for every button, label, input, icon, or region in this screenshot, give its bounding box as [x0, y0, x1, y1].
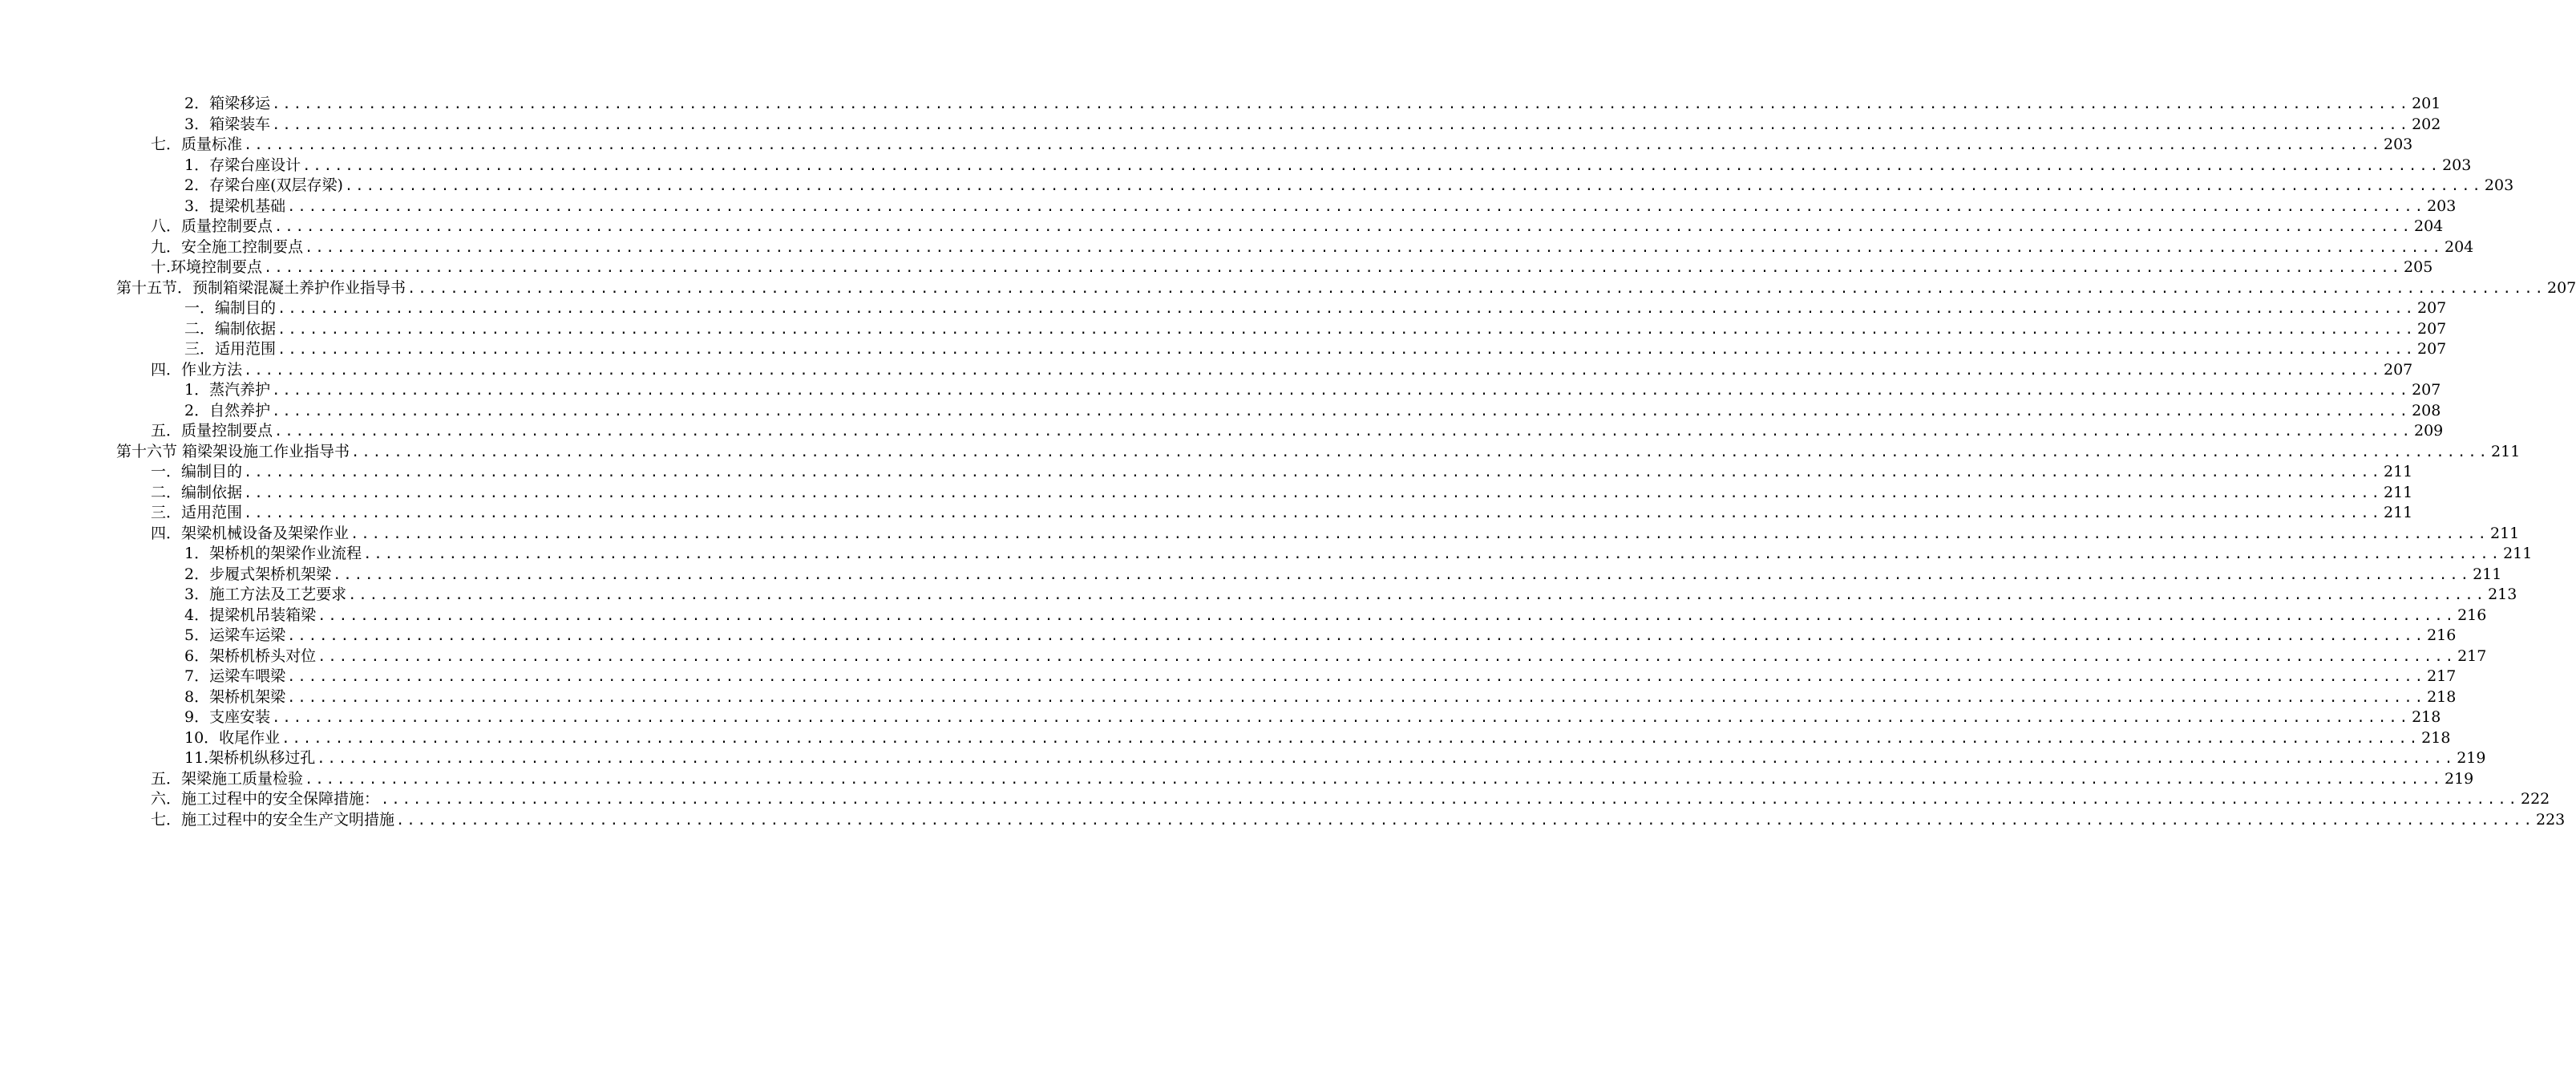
toc-page-number: 219	[2445, 769, 2474, 788]
toc-page-number: 216	[2457, 606, 2487, 624]
toc-row	[0, 748, 2486, 769]
toc-page-number: 201	[2412, 95, 2441, 112]
toc-entry-link[interactable]	[184, 401, 2441, 423]
toc-row	[0, 156, 2472, 176]
toc-page-number: 218	[2427, 687, 2457, 706]
toc-entry-link[interactable]	[184, 646, 2487, 668]
toc-entry-title: 2．步履式架桥机架梁	[184, 565, 332, 583]
toc-dot-leader: ........................................................................................................................................................................................................	[244, 505, 2382, 521]
toc-entry-link[interactable]	[151, 421, 2444, 443]
toc-dot-leader: ........................................................................................................................................................................................................	[244, 484, 2382, 501]
toc-entry-title: 2．自然养护	[184, 401, 271, 419]
toc-page-number: 203	[2427, 197, 2457, 215]
toc-row	[0, 585, 2517, 606]
toc-row	[0, 339, 2447, 360]
toc-dot-leader: ........................................................................................................................................................................................................	[272, 710, 2411, 726]
toc-dot-leader: ........................................................................................................................................................................................................	[317, 607, 2457, 624]
toc-row	[0, 483, 2413, 504]
toc-dot-leader: ........................................................................................................................................................................................................	[305, 239, 2443, 256]
toc-page-number: 222	[2521, 790, 2550, 808]
toc-row	[0, 687, 2457, 708]
toc-entry-link[interactable]	[151, 257, 2433, 279]
toc-entry-link[interactable]	[151, 524, 2520, 545]
toc-dot-leader: ........................................................................................................................................................................................................	[272, 116, 2411, 133]
toc-page-number: 205	[2404, 258, 2433, 276]
toc-page-number: 223	[2536, 810, 2566, 829]
toc-row	[0, 769, 2474, 790]
toc-dot-leader: ........................................................................................................................................................................................................	[287, 198, 2426, 215]
toc-entry-link[interactable]	[184, 380, 2441, 402]
toc-entry-title: 2．存梁台座(双层存梁)	[184, 176, 343, 194]
toc-row	[0, 319, 2447, 340]
toc-entry-title: 3．提梁机基础	[184, 197, 286, 215]
toc-dot-leader: ........................................................................................................................................................................................................	[305, 771, 2443, 788]
toc-entry-link[interactable]	[184, 298, 2447, 320]
toc-entry-title: 五．质量控制要点	[151, 422, 273, 440]
toc-entry-link[interactable]	[184, 176, 2514, 197]
toc-entry-link[interactable]	[184, 565, 2502, 586]
toc-entry-title: 二．编制依据	[151, 483, 243, 501]
toc-page-number: 218	[2412, 708, 2441, 726]
toc-entry-title: 二．编制依据	[184, 319, 277, 338]
toc-entry-title: 1．架桥机的架梁作业流程	[184, 545, 362, 562]
toc-page-number: 203	[2442, 156, 2472, 174]
toc-row	[0, 646, 2487, 667]
toc-entry-title: 8．架桥机架梁	[184, 687, 286, 706]
toc-dot-leader: ........................................................................................................................................................................................................	[350, 525, 2489, 542]
toc-row	[0, 789, 2550, 810]
toc-dot-leader: ........................................................................................................................................................................................................	[244, 464, 2382, 480]
toc-entry-link[interactable]	[184, 156, 2472, 177]
toc-entry-link[interactable]	[151, 810, 2566, 832]
toc-row	[0, 421, 2444, 442]
toc-row	[0, 278, 2576, 299]
toc-entry-link[interactable]	[151, 789, 2550, 811]
toc-dot-leader: ........................................................................................................................................................................................................	[281, 730, 2420, 747]
toc-entry-link[interactable]	[151, 217, 2444, 238]
toc-dot-leader: ........................................................................................................................................................................................................	[264, 260, 2403, 276]
toc-entry-title: 11.架桥机纵移过孔	[184, 749, 316, 767]
toc-page-number: 211	[2384, 483, 2413, 501]
toc-entry-link[interactable]	[116, 278, 2576, 300]
toc-entry-title: 9．支座安装	[184, 708, 271, 726]
toc-entry-title: 3．箱梁装车	[184, 115, 271, 133]
toc-row	[0, 380, 2441, 401]
toc-dot-leader: ........................................................................................................................................................................................................	[317, 751, 2456, 767]
toc-page-number: 207	[2417, 340, 2447, 358]
toc-dot-leader: ........................................................................................................................................................................................................	[344, 178, 2483, 194]
toc-row	[0, 503, 2413, 524]
toc-entry-link[interactable]	[151, 135, 2413, 156]
toc-dot-leader: ........................................................................................................................................................................................................	[287, 689, 2426, 706]
toc-entry-title: 十.环境控制要点	[151, 258, 263, 276]
toc-page-number: 203	[2384, 136, 2413, 153]
toc-page-number: 204	[2445, 237, 2474, 256]
toc-dot-leader: ........................................................................................................................................................................................................	[351, 444, 2490, 460]
toc-entry-link[interactable]	[116, 442, 2521, 464]
toc-entry-link[interactable]	[184, 687, 2457, 709]
toc-row	[0, 728, 2451, 749]
toc-dot-leader: ........................................................................................................................................................................................................	[302, 157, 2441, 174]
toc-row	[0, 257, 2433, 278]
toc-entry-title: 三．适用范围	[151, 504, 243, 521]
toc-page-number: 203	[2484, 176, 2514, 194]
toc-dot-leader: ........................................................................................................................................................................................................	[272, 403, 2411, 419]
toc-row	[0, 197, 2457, 217]
toc-entry-title: 三．适用范围	[184, 340, 277, 358]
toc-page-number: 211	[2490, 524, 2520, 542]
toc-entry-title: 一．编制目的	[151, 463, 243, 480]
toc-entry-link[interactable]	[151, 360, 2413, 382]
toc-page-number: 213	[2488, 586, 2517, 603]
toc-row	[0, 544, 2533, 565]
toc-entry-title: 七．质量标准	[151, 136, 243, 153]
toc-entry-title: 四．架梁机械设备及架梁作业	[151, 524, 350, 542]
toc-row	[0, 176, 2514, 197]
toc-entry-link[interactable]	[184, 707, 2441, 729]
toc-row	[0, 115, 2441, 136]
toc-dot-leader: ........................................................................................................................................................................................................	[363, 546, 2502, 562]
toc-entry-link[interactable]	[151, 462, 2413, 484]
toc-page-number: 217	[2427, 667, 2457, 685]
toc-row	[0, 667, 2457, 687]
toc-dot-leader: ........................................................................................................................................................................................................	[287, 669, 2426, 685]
toc-entry-link[interactable]	[184, 197, 2457, 218]
toc-entry-link[interactable]	[184, 94, 2441, 116]
toc-dot-leader: ........................................................................................................................................................................................................	[272, 383, 2411, 399]
toc-page-number: 209	[2414, 422, 2444, 440]
toc-entry-link[interactable]	[184, 667, 2457, 688]
toc-dot-leader: ........................................................................................................................................................................................................	[272, 96, 2411, 112]
toc-row	[0, 94, 2441, 115]
toc-page-number: 218	[2421, 728, 2451, 747]
toc-dot-leader: ........................................................................................................................................................................................................	[287, 628, 2426, 644]
toc-dot-leader: ........................................................................................................................................................................................................	[244, 362, 2382, 379]
toc-dot-leader: ........................................................................................................................................................................................................	[396, 812, 2534, 829]
toc-page-number: 207	[2384, 360, 2413, 379]
toc-row	[0, 462, 2413, 483]
toc-dot-leader: ........................................................................................................................................................................................................	[348, 587, 2487, 603]
toc-entry-link[interactable]	[151, 503, 2413, 525]
toc-dot-leader: ........................................................................................................................................................................................................	[274, 219, 2412, 235]
toc-row	[0, 135, 2413, 156]
toc-page-number: 211	[2473, 565, 2502, 583]
toc-entry-title: 七．施工过程中的安全生产文明措施	[151, 810, 395, 829]
toc-entry-title: 10．收尾作业	[184, 728, 281, 747]
toc-dot-leader: ........................................................................................................................................................................................................	[277, 301, 2416, 317]
toc-entry-title: 3．施工方法及工艺要求	[184, 586, 347, 603]
toc-page-number: 204	[2414, 217, 2444, 235]
toc-entry-link[interactable]	[184, 544, 2533, 565]
toc-entry-title: 六．施工过程中的安全保障措施：	[151, 790, 380, 808]
toc-page-number: 211	[2491, 442, 2521, 460]
toc-page-number: 217	[2457, 646, 2487, 665]
toc-row	[0, 442, 2521, 463]
toc-page-number: 208	[2412, 401, 2441, 419]
toc-dot-leader: ........................................................................................................................................................................................................	[244, 137, 2382, 153]
toc-entry-title: 5．运梁车运梁	[184, 626, 286, 644]
toc-entry-title: 四．作业方法	[151, 360, 243, 379]
toc-row	[0, 401, 2441, 422]
toc-page-number: 211	[2384, 504, 2413, 521]
toc-page-number: 207	[2547, 278, 2576, 297]
toc-page-number: 216	[2427, 626, 2457, 644]
toc-entry-title: 1．存梁台座设计	[184, 156, 301, 174]
toc-row	[0, 360, 2413, 381]
toc-entry-title: 八．质量控制要点	[151, 217, 273, 235]
toc-entry-title: 第十六节 箱梁架设施工作业指导书	[116, 442, 350, 460]
toc-entry-link[interactable]	[184, 585, 2517, 606]
toc-row	[0, 626, 2457, 646]
toc-row	[0, 606, 2487, 626]
toc-entry-link[interactable]	[184, 606, 2487, 627]
toc-row	[0, 565, 2502, 586]
toc-row	[0, 810, 2566, 831]
toc-dot-leader: ........................................................................................................................................................................................................	[277, 321, 2416, 338]
toc-row	[0, 707, 2441, 728]
toc-dot-leader: ........................................................................................................................................................................................................	[317, 648, 2457, 665]
toc-entry-link[interactable]	[184, 115, 2441, 136]
toc-page-number: 211	[2503, 545, 2533, 562]
toc-entry-link[interactable]	[151, 769, 2474, 791]
toc-row	[0, 237, 2474, 258]
toc-entry-title: 五．架梁施工质量检验	[151, 769, 304, 788]
toc-entry-link[interactable]	[184, 748, 2486, 770]
toc-entry-title: 1．蒸汽养护	[184, 381, 271, 399]
toc-row	[0, 298, 2447, 319]
toc-entry-title: 4．提梁机吊装箱梁	[184, 606, 317, 624]
toc-row	[0, 524, 2520, 545]
table-of-contents	[0, 94, 2576, 830]
toc-entry-title: 7．运梁车喂梁	[184, 667, 286, 685]
toc-page-number: 219	[2457, 749, 2486, 767]
toc-page-number: 211	[2384, 463, 2413, 480]
toc-entry-link[interactable]	[184, 728, 2451, 750]
toc-entry-title: 6．架桥机桥头对位	[184, 646, 317, 665]
toc-entry-link[interactable]	[151, 483, 2413, 505]
toc-dot-leader: ........................................................................................................................................................................................................	[381, 792, 2519, 808]
toc-entry-link[interactable]	[184, 626, 2457, 647]
toc-row	[0, 217, 2444, 237]
toc-page-number: 207	[2417, 299, 2447, 317]
toc-entry-link[interactable]	[151, 237, 2474, 259]
toc-entry-title: 一．编制目的	[184, 299, 277, 317]
toc-page-number: 207	[2412, 381, 2441, 399]
toc-entry-title: 第十五节．预制箱梁混凝土养护作业指导书	[116, 278, 406, 297]
toc-dot-leader: ........................................................................................................................................................................................................	[277, 342, 2416, 358]
toc-entry-title: 2．箱梁移运	[184, 95, 271, 112]
toc-entry-link[interactable]	[184, 319, 2447, 341]
toc-page-number: 202	[2412, 115, 2441, 133]
toc-dot-leader: ........................................................................................................................................................................................................	[333, 566, 2472, 583]
toc-entry-link[interactable]	[184, 339, 2447, 361]
toc-dot-leader: ........................................................................................................................................................................................................	[407, 280, 2546, 297]
toc-page-number: 207	[2417, 319, 2447, 338]
toc-entry-title: 九．安全施工控制要点	[151, 237, 304, 256]
toc-dot-leader: ........................................................................................................................................................................................................	[274, 424, 2412, 440]
